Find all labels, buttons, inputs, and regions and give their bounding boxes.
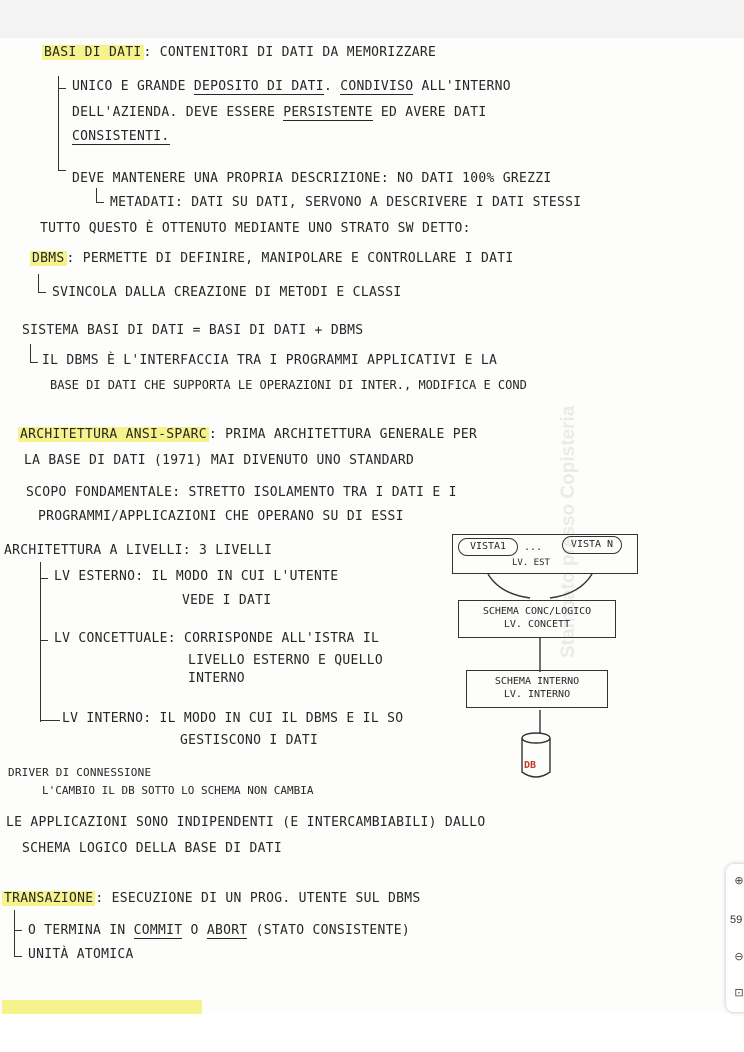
db-label: DB [524, 760, 537, 771]
note-line: TUTTO QUESTO È OTTENUTO MEDIANTE UNO STRATO SW DETTO: [40, 221, 471, 236]
note-line: LV INTERNO: IL MODO IN CUI IL DBMS E IL SO [62, 711, 404, 726]
note-line: IL DBMS È L'INTERFACCIA TRA I PROGRAMMI APPLICATIVI E LA [42, 353, 498, 368]
view-dots: ... [524, 542, 543, 553]
minus-icon[interactable]: ⊖ [734, 950, 744, 963]
note-line: VEDE I DATI [182, 593, 272, 608]
database-cylinder-icon [518, 730, 554, 782]
note-line: UNITÀ ATOMICA [28, 947, 134, 962]
arrow-tick [58, 170, 66, 171]
note-line: PROGRAMMI/APPLICAZIONI CHE OPERANO SU DI ESSI [38, 509, 404, 524]
bracket-line [30, 344, 31, 362]
note-line: BASI DI DATI : CONTENITORI DI DATI DA MEMORIZZARE [44, 45, 437, 60]
arrow-tick [14, 956, 22, 957]
viewer-top-bar [0, 0, 744, 38]
logical-schema-box: SCHEMA CONC/LOGICO LV. CONCETT [458, 600, 616, 638]
heading-transazione: TRANSAZIONE [4, 891, 94, 906]
note-line: LV CONCETTUALE: CORRISPONDE ALL'ISTRA IL [54, 631, 380, 646]
view-1-oval: VISTA1 [458, 538, 518, 556]
note-line: SCHEMA LOGICO DELLA BASE DI DATI [22, 841, 283, 856]
page-number: 59 [730, 914, 743, 926]
bracket-line [14, 910, 15, 956]
bracket-line [40, 562, 41, 722]
fit-page-icon[interactable]: ⊡ [734, 986, 744, 999]
note-line: UNICO E GRANDE DEPOSITO DI DATI. CONDIVISO ALL'INTERNO [72, 79, 511, 94]
note-line: CONSISTENTI. [72, 129, 170, 144]
note-line: LV ESTERNO: IL MODO IN CUI L'UTENTE [54, 569, 339, 584]
arrow-tick [58, 88, 66, 89]
handwritten-notes-page [0, 38, 744, 1014]
note-line: O TERMINA IN COMMIT O ABORT (STATO CONSISTENTE) [28, 923, 410, 938]
note-line: DBMS : PERMETTE DI DEFINIRE, MANIPOLARE E CONTROLLARE I DATI [32, 251, 514, 266]
note-line: ARCHITETTURA A LIVELLI: 3 LIVELLI [4, 543, 273, 558]
note-line: L'CAMBIO IL DB SOTTO LO SCHEMA NON CAMBIA [42, 784, 314, 797]
note-line: METADATI: DATI SU DATI, SERVONO A DESCRIVERE I DATI STESSI [110, 195, 582, 210]
note-line: DELL'AZIENDA. DEVE ESSERE PERSISTENTE ED AVERE DATI [72, 105, 487, 120]
arrow-tick [96, 202, 104, 203]
arrow-tick [38, 292, 46, 293]
arrow-tick [40, 640, 48, 641]
note-line: BASE DI DATI CHE SUPPORTA LE OPERAZIONI DI INTER., MODIFICA E COND [50, 378, 527, 392]
note-line: ARCHITETTURA ANSI-SPARC : PRIMA ARCHITETTURA GENERALE PER [20, 427, 478, 442]
cut-off-highlight [2, 1000, 202, 1014]
note-line: DEVE MANTENERE UNA PROPRIA DESCRIZIONE: NO DATI 100% GREZZI [72, 171, 552, 186]
plus-icon[interactable]: ⊕ [734, 874, 744, 887]
viewer-bottom-bar [0, 1014, 744, 1052]
watermark: Stampato presso Copisteria [558, 405, 579, 658]
view-n-oval: VISTA N [562, 536, 622, 554]
arrow-tick [40, 578, 48, 579]
note-line: GESTISCONO I DATI [180, 733, 319, 748]
note-line: DRIVER DI CONNESSIONE [8, 766, 152, 779]
note-line: TRANSAZIONE : ESECUZIONE DI UN PROG. UTENTE SUL DBMS [4, 891, 421, 906]
zoom-side-panel [726, 864, 744, 1012]
note-line: LA BASE DI DATI (1971) MAI DIVENUTO UNO STANDARD [24, 453, 415, 468]
note-line: INTERNO [188, 671, 245, 686]
bracket-line [38, 274, 39, 292]
heading-dbms: DBMS [32, 251, 65, 266]
bracket-line [96, 188, 97, 202]
heading-ansi-sparc: ARCHITETTURA ANSI-SPARC [20, 427, 207, 442]
note-line: SVINCOLA DALLA CREAZIONE DI METODI E CLASSI [52, 285, 402, 300]
note-line: LIVELLO ESTERNO E QUELLO [188, 653, 384, 668]
heading-basi-di-dati: BASI DI DATI [44, 45, 142, 60]
arrow-tick [14, 930, 22, 931]
bracket-line [58, 76, 59, 170]
lv-est-label: LV. EST [512, 558, 550, 568]
note-line: SCOPO FONDAMENTALE: STRETTO ISOLAMENTO TRA I DATI E I [26, 485, 457, 500]
arrow-tick [30, 362, 38, 363]
arrow-tick [40, 720, 60, 721]
note-line: SISTEMA BASI DI DATI = BASI DI DATI + DBMS [22, 323, 364, 338]
internal-schema-box: SCHEMA INTERNO LV. INTERNO [466, 670, 608, 708]
note-line: LE APPLICAZIONI SONO INDIPENDENTI (E INTERCAMBIABILI) DALLO [6, 815, 486, 830]
